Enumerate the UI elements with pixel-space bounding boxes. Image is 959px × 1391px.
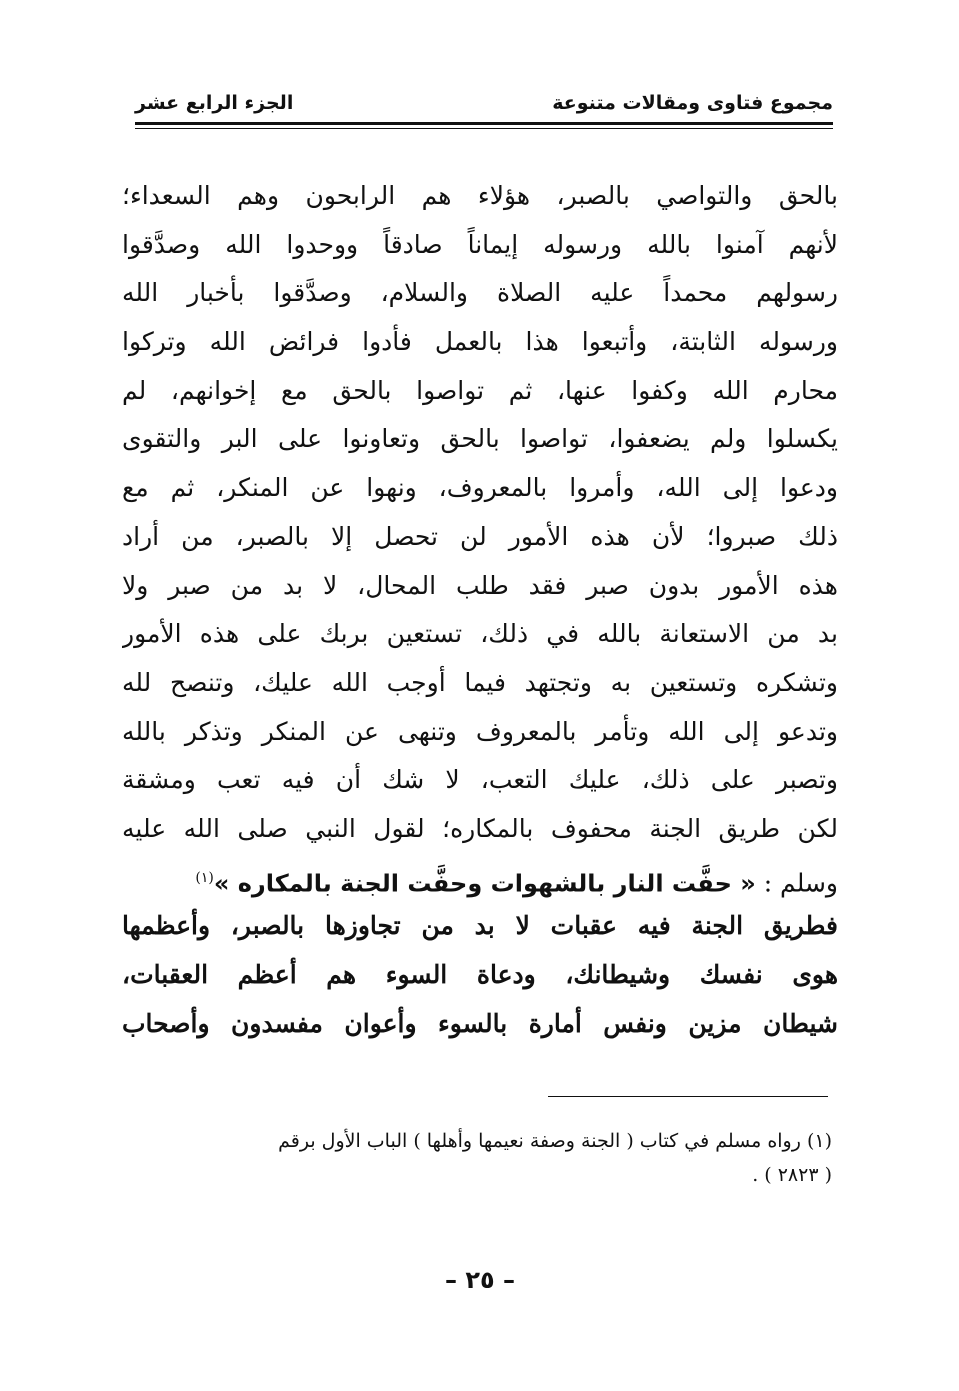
body-line: هذه الأمور بدون صبر فقد طلب المحال، لا بد من صبر ولا: [122, 570, 838, 600]
footnote: [140, 1124, 832, 1192]
body-line: وتشكره وتستعين به وتجتهد فيما أوجب الله عليك، وتنصح لله: [122, 667, 838, 697]
body-line: شيطان مزين ونفس أمارة بالسوء وأعوان مفسدون وأصحاب: [122, 1008, 838, 1038]
body-line: لكن طريق الجنة محفوف بالمكاره؛ لقول النبي صلى الله عليه: [122, 813, 838, 843]
header-rule-thick: [135, 122, 833, 125]
hadith-quote-line: [122, 854, 838, 903]
body-line: بد من الاستعانة بالله في ذلك، تستعين بربك على هذه الأمور: [122, 619, 838, 649]
running-header: [135, 92, 833, 120]
body-line: هوى نفسك وشيطانك، ودعاة السوء هم أعظم العقبات،: [122, 960, 838, 989]
body-line: ورسوله الثابتة، وأتبعوا هذا بالعمل فأدوا فرائض الله وتركوا: [122, 327, 838, 357]
body-line: فطريق الجنة فيه عقبات لا بد من تجاوزها بالصبر، وأعظمها: [122, 911, 838, 941]
footnote-line: (١) رواه مسلم في كتاب ( الجنة وصفة نعيمها وأهلها ) الباب الأول برقم: [278, 1130, 832, 1152]
body-line: ذلك صبروا؛ لأن هذه الأمور لن تحصل إلا بالصبر، من أراد: [122, 521, 838, 551]
body-line: لأنهم آمنوا بالله ورسوله إيماناً صادقاً ووحدوا الله وصدَّقوا: [122, 229, 838, 259]
book-title: مجموع فتاوى ومقالات متنوعة: [552, 92, 833, 114]
body-line: يكسلوا ولم يضعفوا، تواصوا بالحق وتعاونوا على البر والتقوى: [122, 424, 838, 454]
body-line: وتدعو إلى الله وتأمر بالمعروف وتنهى عن المنكر وتذكر بالله: [122, 716, 838, 746]
body-line: وتصبر على ذلك، عليك التعب، لا شك أن فيه تعب ومشقة: [122, 765, 838, 795]
part-label: الجزء الرابع عشر: [135, 92, 294, 114]
body-line: محارم الله وكفوا عنها، ثم تواصوا بالحق مع إخوانهم، لم: [122, 375, 838, 405]
page-number: – ٢٥ –: [444, 1266, 515, 1294]
body-text: [122, 172, 838, 1048]
footnote-ref: (١): [195, 869, 214, 886]
footnote-separator: [548, 1096, 828, 1097]
footnote-line: ( ٢٨٢٣ ) .: [752, 1164, 832, 1186]
quote-prefix: وسلم :: [763, 867, 838, 897]
hadith-quote: « حفَّت النار بالشهوات وحفَّت الجنة بالمكاره »: [213, 868, 756, 897]
body-line: بالحق والتواصي بالصبر، هؤلاء هم الرابحون وهم السعداء؛: [122, 181, 838, 210]
body-line: ودعوا إلى الله، وأمروا بالمعروف، ونهوا عن المنكر، ثم مع: [122, 473, 838, 503]
header-rule-thin: [135, 128, 833, 129]
body-line: رسولهم محمداً عليه الصلاة والسلام، وصدَّقوا بأخبار الله: [122, 278, 838, 308]
